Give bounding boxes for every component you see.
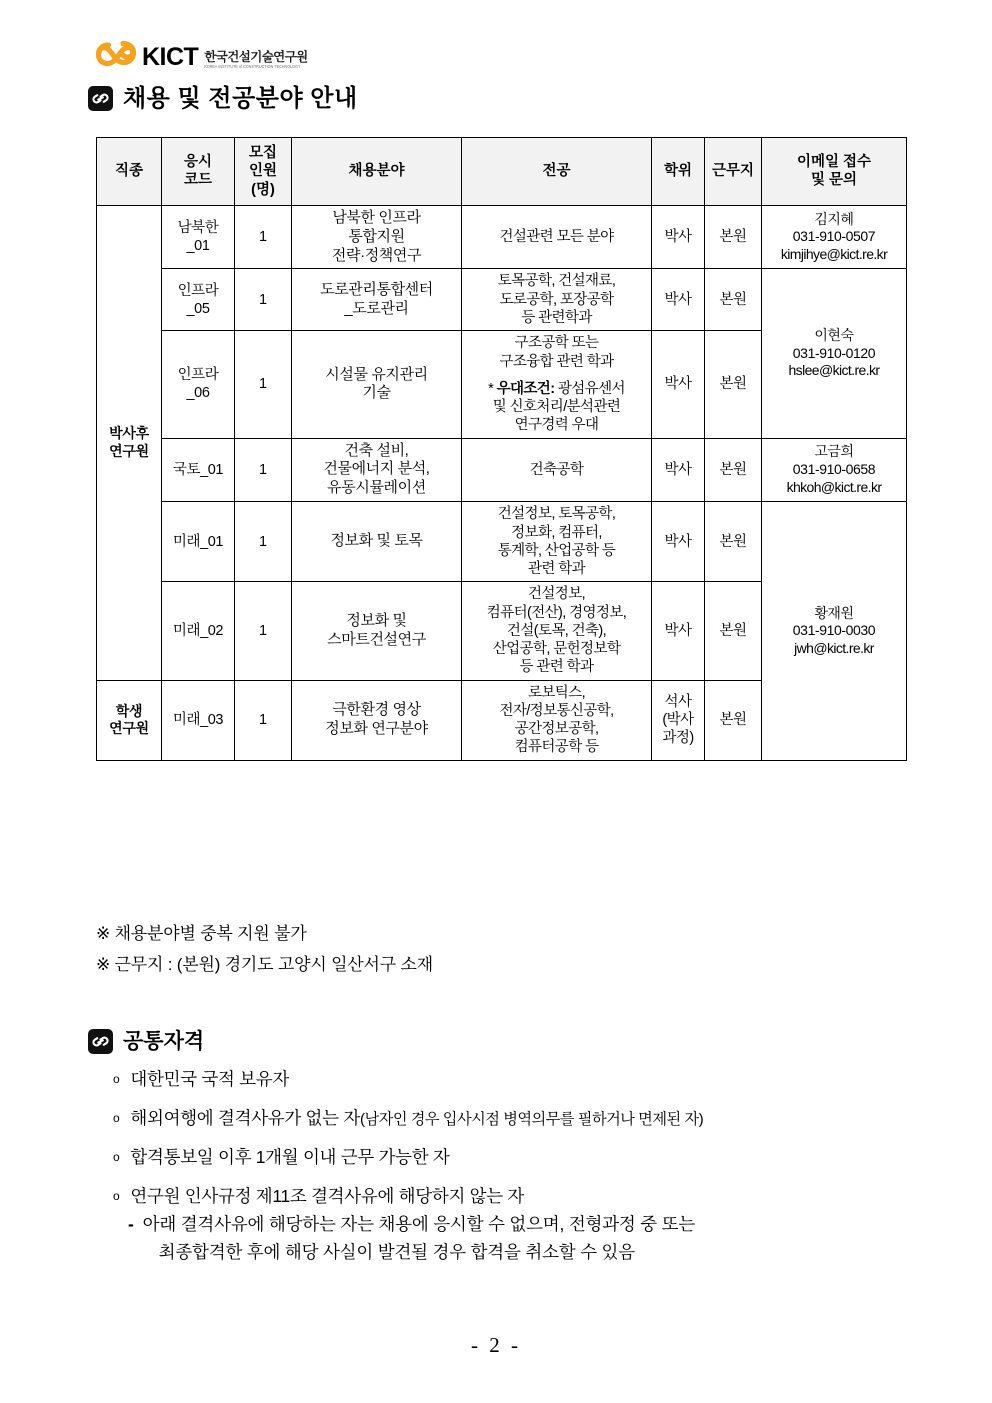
cell-contact — [762, 502, 907, 760]
cell-degree: 박사 — [652, 331, 705, 438]
field-line: _도로관리 — [344, 299, 409, 317]
cell-degree — [652, 680, 705, 760]
major-line: 구조공학 또는 — [514, 335, 599, 352]
major-line: 공간정보공학, — [514, 721, 599, 738]
recruitment-heading — [88, 86, 358, 111]
table-header-row — [97, 138, 907, 206]
qualification-text — [130, 1183, 524, 1208]
major-line: 건축공학 — [529, 461, 584, 478]
field-line: 전략·정책연구 — [331, 246, 422, 264]
major-line: 통계학, 산업공학 등 — [497, 542, 616, 559]
major-line: 로보틱스, — [527, 684, 586, 701]
th-contact-line2: 및 문의 — [810, 172, 858, 189]
code-line2: _05 — [186, 300, 210, 317]
cell-degree: 박사 — [652, 502, 705, 582]
cell-workplace: 본원 — [705, 502, 762, 582]
qualification-list — [113, 1066, 703, 1222]
contact-email[interactable]: kimjihye@kict.re.kr — [780, 245, 888, 262]
cell-major — [462, 269, 652, 331]
cell-workplace: 본원 — [705, 205, 762, 269]
major-line: 등 관련 학과 — [519, 659, 594, 676]
contact-phone: 031-910-0030 — [792, 622, 876, 639]
contact-name: 고금희 — [814, 443, 854, 460]
logo-acronym: KICT — [142, 43, 199, 71]
cell-workplace: 본원 — [705, 582, 762, 680]
th-code-line2: 코드 — [183, 172, 212, 189]
major-line: 컴퓨터공학 등 — [514, 739, 599, 756]
common-qualification-heading — [88, 1029, 204, 1054]
field-line: 스마트건설연구 — [327, 630, 426, 648]
list-marker: o — [113, 1072, 120, 1086]
th-contact — [762, 138, 907, 206]
disqualification-line1: 아래 결격사유에 해당하는 자는 채용에 응시할 수 없으며, 전형과정 중 또는 — [142, 1214, 696, 1234]
code-line1: 남북한 — [177, 219, 219, 236]
qualification-note: (남자인 경우 입사시점 병역의무를 필하거나 면제된 자) — [359, 1111, 704, 1128]
cell-quota: 1 — [235, 205, 292, 269]
chain-link-icon — [88, 1029, 113, 1054]
cell-contact — [762, 205, 907, 269]
cell-workplace: 본원 — [705, 269, 762, 331]
kict-logo — [96, 41, 308, 71]
list-marker: o — [113, 1111, 120, 1125]
cell-quota: 1 — [235, 438, 292, 502]
cell-code: 미래_03 — [162, 680, 235, 760]
qualification-text — [130, 1066, 289, 1091]
cell-code: 국토_01 — [162, 438, 235, 502]
preference-line: 광섬유센서 — [554, 380, 625, 397]
field-line: 유동시뮬레이션 — [327, 479, 426, 497]
th-field: 채용분야 — [292, 138, 462, 206]
major-line: 건설정보, 토목공학, — [497, 506, 616, 523]
field-line: 남북한 인프라 — [332, 208, 421, 226]
code-line2: _06 — [186, 385, 210, 402]
cell-quota: 1 — [235, 680, 292, 760]
cell-code — [162, 269, 235, 331]
cell-degree: 박사 — [652, 269, 705, 331]
contact-phone: 031-910-0507 — [792, 228, 876, 245]
major-line: 구조융합 관련 학과 — [499, 353, 614, 370]
field-line: 건축 설비, — [344, 441, 409, 459]
cell-field — [292, 269, 462, 331]
th-job-type: 직종 — [97, 138, 162, 206]
field-line: 건물에너지 분석, — [323, 460, 430, 478]
cell-degree: 박사 — [652, 438, 705, 502]
table-row — [97, 269, 907, 331]
cell-degree: 박사 — [652, 205, 705, 269]
table-notes — [96, 925, 433, 987]
list-marker: o — [113, 1150, 120, 1164]
table-row — [97, 502, 907, 582]
th-workplace: 근무지 — [705, 138, 762, 206]
contact-phone: 031-910-0120 — [792, 344, 876, 361]
table-row — [97, 205, 907, 269]
field-line: 정보화 및 토목 — [330, 532, 423, 550]
major-line: 전자/정보통신공학, — [499, 702, 614, 719]
qualification-item — [113, 1144, 703, 1169]
th-contact-line1: 이메일 접수 — [796, 154, 872, 171]
cell-field — [292, 205, 462, 269]
major-line: 관련 학과 — [527, 561, 586, 578]
logo-english-name: KOREA INSTITUTE of CONSTRUCTION TECHNOLOGY — [204, 63, 301, 69]
note-item: ※ 채용분야별 중복 지원 불가 — [96, 924, 307, 943]
preference-prefix: * — [488, 380, 497, 397]
th-code-line1: 응시 — [183, 154, 212, 171]
qualification-main: 해외여행에 결격사유가 없는 자 — [130, 1108, 360, 1128]
major-line: 컴퓨터(전산), 경영정보, — [486, 604, 627, 621]
code-line2: _01 — [186, 238, 210, 255]
field-line: 통합지원 — [348, 227, 405, 245]
cell-workplace: 본원 — [705, 680, 762, 760]
contact-name: 황재원 — [814, 604, 854, 621]
field-line: 극한환경 영상 — [332, 701, 421, 719]
note-item: ※ 근무지 : (본원) 경기도 고양시 일산서구 소재 — [96, 955, 433, 974]
disqualification-line2: 최종합격한 후에 해당 사실이 발견될 경우 합격을 취소할 수 있음 — [158, 1242, 635, 1263]
cell-workplace: 본원 — [705, 331, 762, 438]
job-type-line1: 학생 — [115, 702, 143, 719]
preference-line: 연구경력 우대 — [514, 417, 599, 434]
cell-job-type-postdoc — [97, 205, 162, 680]
code-line1: 인프라 — [177, 282, 219, 299]
contact-name: 이현숙 — [814, 327, 854, 344]
contact-phone: 031-910-0658 — [792, 461, 876, 478]
contact-email[interactable]: khkoh@kict.re.kr — [786, 478, 882, 495]
field-line: 기술 — [362, 384, 391, 402]
qualification-item — [113, 1105, 703, 1130]
cell-quota: 1 — [235, 331, 292, 438]
job-type-line2: 연구원 — [109, 442, 149, 459]
cell-major — [462, 205, 652, 269]
cell-major — [462, 502, 652, 582]
qualification-text — [130, 1144, 449, 1169]
field-line: 시설물 유지관리 — [325, 365, 428, 383]
major-line: 건설(토목, 건축), — [506, 622, 607, 639]
cell-workplace: 본원 — [705, 438, 762, 502]
cell-job-type-student — [97, 680, 162, 760]
major-line: 등 관련학과 — [521, 310, 592, 326]
cell-code — [162, 331, 235, 438]
major-line: 건설정보, — [527, 586, 586, 603]
cell-major — [462, 582, 652, 680]
cell-quota: 1 — [235, 502, 292, 582]
contact-name: 김지혜 — [814, 210, 854, 227]
cell-contact — [762, 438, 907, 502]
preference-note — [464, 380, 649, 435]
code-line1: 인프라 — [177, 367, 219, 384]
qualification-main: 대한민국 국적 보유자 — [130, 1069, 289, 1089]
disqualification-note — [128, 1210, 943, 1267]
recruitment-heading-text: 채용 및 전공분야 안내 — [123, 84, 358, 112]
cell-code — [162, 205, 235, 269]
contact-email[interactable]: jwh@kict.re.kr — [794, 639, 874, 656]
th-code — [162, 138, 235, 206]
major-line: 정보화, 컴퓨터, — [511, 524, 602, 541]
field-line: 정보화 및 — [346, 612, 407, 630]
job-type-line1: 박사후 — [109, 425, 149, 442]
major-line: 산업공학, 문헌정보학 — [492, 641, 621, 658]
qualification-text — [130, 1105, 703, 1130]
cell-field — [292, 502, 462, 582]
qualification-item — [113, 1183, 703, 1208]
field-line: 정보화 연구분야 — [325, 720, 428, 738]
job-type-line2: 연구원 — [109, 720, 149, 737]
th-quota — [235, 138, 292, 206]
page-number: - 2 - — [471, 1333, 521, 1357]
cell-major — [462, 438, 652, 502]
cell-field — [292, 680, 462, 760]
th-quota-line3: (명) — [251, 181, 275, 198]
th-degree: 학위 — [652, 138, 705, 206]
qualification-item — [113, 1066, 703, 1091]
th-major: 전공 — [462, 138, 652, 206]
list-marker: o — [113, 1189, 120, 1203]
chain-link-icon — [88, 86, 113, 111]
degree-line: 석사 — [664, 693, 692, 710]
logo-korean-name: 한국건설기술연구원 — [204, 49, 308, 64]
sub-list-marker: - — [128, 1214, 134, 1234]
cell-code: 미래_01 — [162, 502, 235, 582]
degree-line: (박사 — [662, 712, 694, 729]
table-row — [97, 438, 907, 502]
cell-major — [462, 680, 652, 760]
cell-field — [292, 331, 462, 438]
kict-infinity-mark-icon — [96, 41, 136, 71]
major-line: 토목공학, 건설재료, — [497, 273, 616, 290]
cell-code: 미래_02 — [162, 582, 235, 680]
qualification-main: 연구원 인사규정 제11조 결격사유에 해당하지 않는 자 — [130, 1186, 525, 1206]
cell-quota: 1 — [235, 269, 292, 331]
th-quota-line2: 인원 — [248, 163, 277, 180]
cell-field — [292, 438, 462, 502]
cell-quota: 1 — [235, 582, 292, 680]
preference-label: 우대조건: — [496, 380, 555, 397]
degree-line: 과정) — [662, 730, 694, 747]
qualification-main: 합격통보일 이후 1개월 이내 근무 가능한 자 — [130, 1147, 450, 1167]
cell-degree: 박사 — [652, 582, 705, 680]
cell-major — [462, 331, 652, 438]
cell-contact — [762, 269, 907, 438]
field-line: 도로관리통합센터 — [320, 280, 433, 298]
major-line: 도로공학, 포장공학 — [499, 291, 614, 308]
preference-line: 및 신호처리/분석관련 — [492, 399, 621, 416]
common-qualification-heading-text: 공통자격 — [123, 1030, 205, 1053]
th-quota-line1: 모집 — [248, 145, 277, 161]
contact-email[interactable]: hslee@kict.re.kr — [788, 362, 880, 379]
cell-field — [292, 582, 462, 680]
major-line: 건설관련 모든 분야 — [499, 229, 614, 245]
recruitment-table — [96, 137, 907, 761]
disqualification-text — [143, 1210, 943, 1267]
